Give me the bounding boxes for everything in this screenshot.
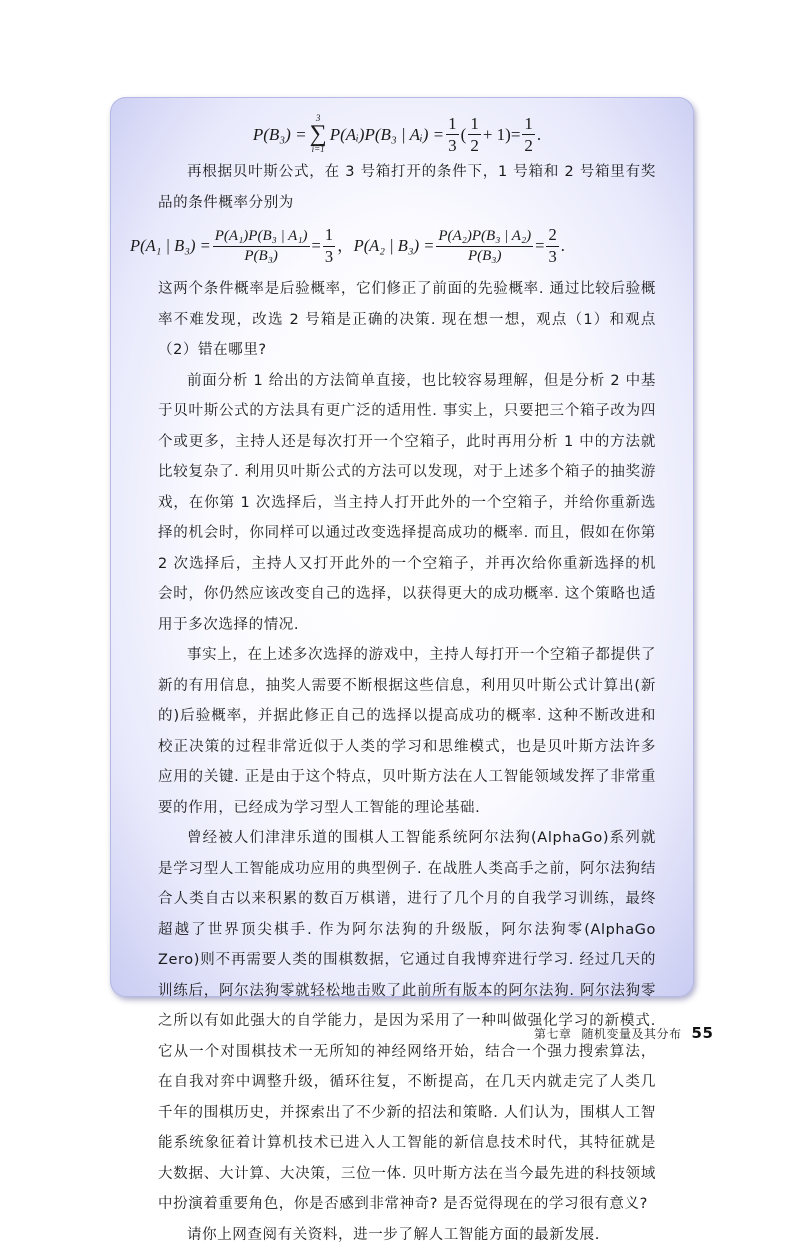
sum-upper-limit: 3 xyxy=(316,114,321,123)
page-footer xyxy=(534,1024,713,1042)
chapter-label: 第七章 xyxy=(534,1025,572,1042)
reading-panel xyxy=(110,97,694,997)
posterior-a1-fraction: $\frac{\text{P(A₁)P(B₃ | A₁)}}{\text{P(B₃)}}$ xyxy=(213,229,310,264)
chapter-title: 随机变量及其分布 xyxy=(582,1025,682,1042)
posterior-a2-fraction: $\frac{\text{P(A₂)P(B₃ | A₂)}}{\text{P(B₃)}}$ xyxy=(436,229,533,264)
paragraph-bayes-intro: 再根据贝叶斯公式，在 3 号箱打开的条件下，1 号箱和 2 号箱里有奖品的条件概率分别为 xyxy=(158,157,656,218)
paragraph-posterior: 这两个条件概率是后验概率，它们修正了前面的先验概率. 通过比较后验概率不难发现，改选 2 号箱是正确的决策. 现在想一想，观点（1）和观点（2）错在哪里? xyxy=(158,274,656,366)
posterior-probability-formulas: P(A₁ | B₃) = $\frac{\text{P(A₁)P(B₃ | A₁)}}{\text{P(B₃)}}$ = $\frac{1}{3}$ ， P(A₂ | B₃) = $\frac{\text{P(A₂)P(B₃ | A₂)}}{\text{P(B₃)}}$ = $\frac{2}{3}$ . xyxy=(130,218,656,274)
fraction-result: $\frac{1}{2}$ xyxy=(522,115,535,154)
formula1-lhs: P(B₃) = xyxy=(253,126,307,143)
posterior-a1-value: $\frac{1}{3}$ xyxy=(323,227,335,265)
page-number: 55 xyxy=(692,1024,714,1042)
posterior-a2-value: $\frac{2}{3}$ xyxy=(546,227,558,265)
formula1-term: P(Aᵢ)P(B₃ | Aᵢ) = xyxy=(330,126,444,143)
paragraph-exercise: 请你上网查阅有关资料，进一步了解人工智能方面的最新发展. xyxy=(158,1220,656,1250)
paragraph-alphago: 曾经被人们津津乐道的围棋人工智能系统阿尔法狗(AlphaGo)系列就是学习型人工智能成功应用的典型例子. 在战胜人类高手之前，阿尔法狗结合人类自古以来积累的数百万棋谱，进行了几个月的自我学习训练，最终超越了世界顶尖棋手. 作为阿尔法狗的升级版，阿尔法狗零(AlphaGo Zero)则不再需要人类的围棋数据，它通过自我博弈进行学习. 经过几天的训练后，阿尔法狗零就轻松地击败了此前所有版本的阿尔法狗. 阿尔法狗零之所以有如此强大的自学能力，是因为采用了一种叫做强化学习的新模式. 它从一个对围棋技术一无所知的神经网络开始，结合一个强力搜索算法，在自我对弈中调整升级，循环往复，不断提高，在几天内就走完了人类几千年的围棋历史，并探索出了不少新的招法和策略. 人们认为，围棋人工智能系统象征着计算机技术已进入人工智能的新信息技术时代，其特征就是大数据、大计算、大决策，三位一体. 贝叶斯方法在当今最先进的科技领域中扮演着重要角色，你是否感到非常神奇? 是否觉得现在的学习很有意义? xyxy=(158,823,656,1220)
total-probability-formula: P(B₃) = 3 ∑ i=1 P(Aᵢ)P(B₃ | Aᵢ) = $\frac{1}{3}$ ( $\frac{1}{2}$ + 1) = $\frac{1}{2}$ . xyxy=(138,111,656,157)
summation-symbol: 3 ∑ i=1 xyxy=(310,114,327,155)
paragraph-analysis-comparison: 前面分析 1 给出的方法简单直接，也比较容易理解，但是分析 2 中基于贝叶斯公式的方法具有更广泛的适用性. 事实上，只要把三个箱子改为四个或更多，主持人还是每次打开一个空箱子，此时再用分析 1 中的方法就比较复杂了. 利用贝叶斯公式的方法可以发现，对于上述多个箱子的抽奖游戏，在你第 1 次选择后，当主持人打开此外的一个空箱子，并给你重新选择的机会时，你同样可以通过改变选择提高成功的概率. 而且，假如在你第 2 次选择后，主持人又打开此外的一个空箱子，并再次给你重新选择的机会时，你仍然应该改变自己的选择，以获得更大的成功概率. 这个策略也适用于多次选择的情况. xyxy=(158,366,656,641)
fraction-one-third: $\frac{1}{3}$ xyxy=(446,115,459,154)
sum-lower-limit: i=1 xyxy=(312,145,325,154)
fraction-one-half: $\frac{1}{2}$ xyxy=(468,115,481,154)
paragraph-learning-model: 事实上，在上述多次选择的游戏中，主持人每打开一个空箱子都提供了新的有用信息，抽奖人需要不断根据这些信息，利用贝叶斯公式计算出(新的)后验概率，并据此修正自己的选择以提高成功的概率. 这种不断改进和校正决策的过程非常近似于人类的学习和思维模式，也是贝叶斯方法许多应用的关键. 正是由于这个特点，贝叶斯方法在人工智能领域发挥了非常重要的作用，已经成为学习型人工智能的理论基础. xyxy=(158,640,656,823)
